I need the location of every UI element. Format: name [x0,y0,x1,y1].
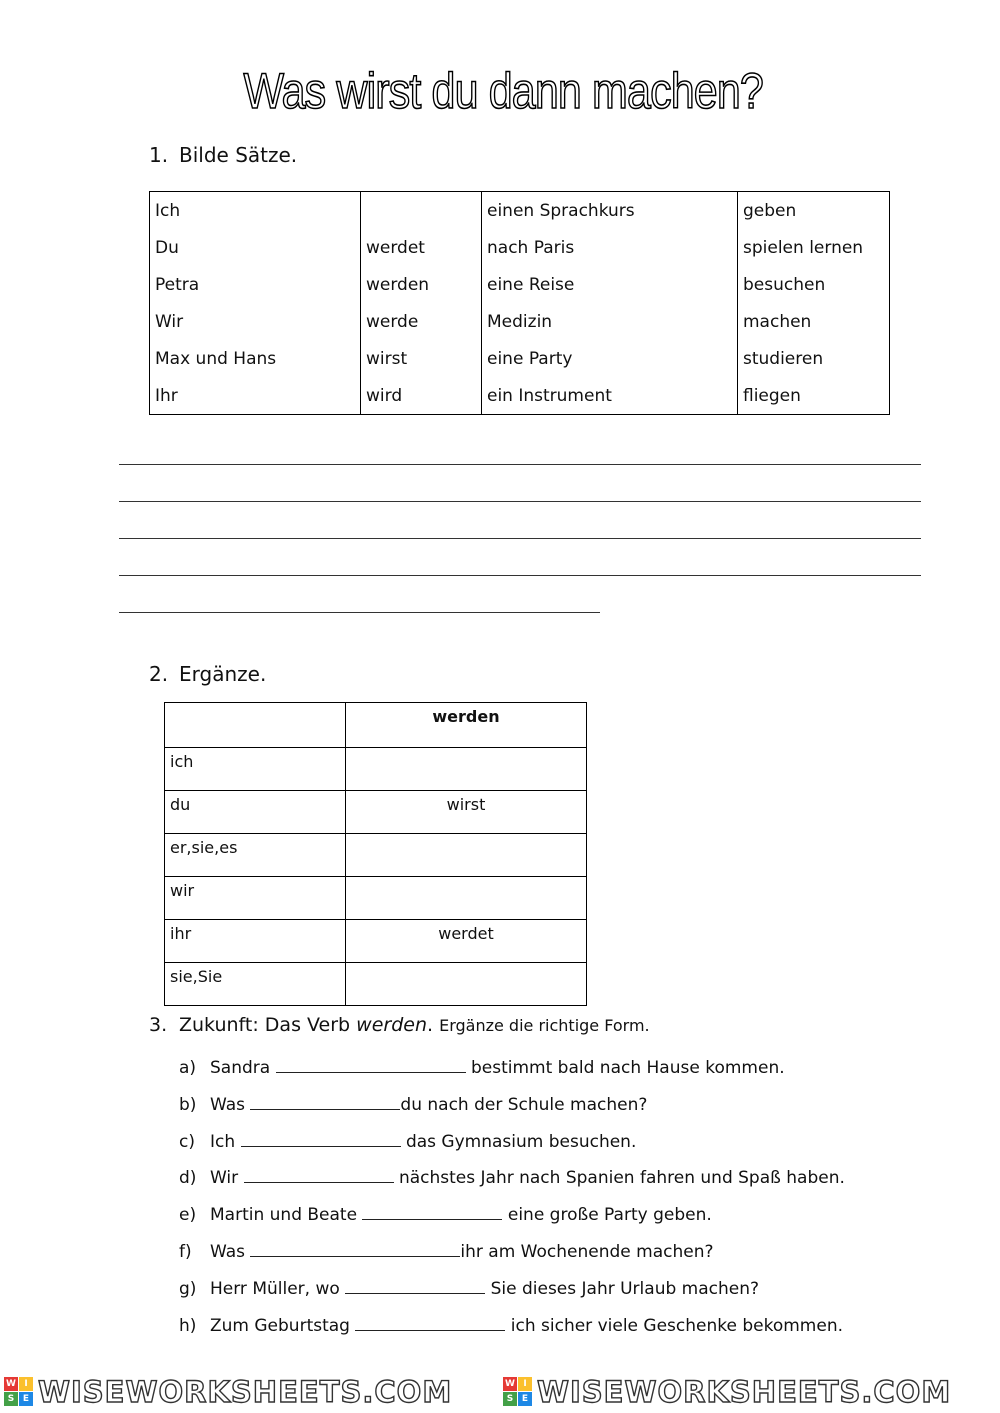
exercise-letter: g) [179,1278,197,1299]
conjugation-row [165,877,587,920]
table-cell [361,192,482,230]
answer-line-2[interactable] [119,501,921,502]
badge-letter: I [19,1377,33,1391]
conjugation-row [165,748,587,791]
werden-header-cell: werden [346,703,587,748]
table-cell: Du [150,229,361,266]
badge-letter: E [19,1392,33,1406]
conjugation-row [165,963,587,1006]
verb-form-cell[interactable] [346,877,587,920]
table-cell: eine Party [482,340,738,377]
table-row [150,340,890,377]
exercise-item [179,1203,712,1225]
exercise-blank[interactable] [355,1314,505,1331]
table-cell: eine Reise [482,266,738,303]
footer-watermark [0,1370,1000,1413]
table-cell: Ich [150,192,361,230]
badge-letter: I [518,1377,532,1391]
exercise-text-before: Was [210,1242,251,1262]
logo-badge-icon [4,1377,34,1407]
exercise-letter: d) [179,1168,197,1189]
sentence-building-table [149,191,890,415]
exercise-blank[interactable] [362,1203,502,1220]
conjugation-row [165,920,587,963]
pronoun-cell: ich [165,748,346,791]
exercise-item [179,1166,845,1188]
answer-line-5[interactable] [119,612,600,613]
exercise-letter: b) [179,1094,197,1115]
pronoun-cell: ihr [165,920,346,963]
table-cell: geben [738,192,890,230]
table-cell: studieren [738,340,890,377]
section2-number: 2. [149,662,169,686]
exercise-item [179,1130,636,1152]
exercise-text-before: Herr Müller, wo [210,1278,346,1299]
answer-line-1[interactable] [119,464,921,465]
exercise-text-after: ihr am Wochenende machen? [460,1242,714,1262]
table-cell: werde [361,303,482,340]
table-cell: nach Paris [482,229,738,266]
table-cell: ein Instrument [482,377,738,415]
verb-form-cell[interactable]: wirst [346,791,587,834]
exercise-text-before: Zum Geburtstag [210,1315,356,1336]
exercise-text-before: Was [210,1094,251,1115]
exercise-letter: a) [179,1058,197,1078]
section1-number: 1. [149,143,169,167]
exercise-text-before: Wir [210,1168,244,1189]
section3-title-part2: . [427,1014,440,1036]
watermark-logo [4,1376,500,1408]
pronoun-cell: wir [165,877,346,920]
exercise-text-before: Ich [210,1131,241,1152]
section3-title-italic: werden [356,1014,427,1036]
exercise-letter: e) [179,1205,197,1226]
watermark-text: WISEWORKSHEETS.COM [38,1375,453,1409]
exercise-letter: h) [179,1315,197,1336]
exercise-blank[interactable] [250,1093,400,1110]
table-cell: Petra [150,266,361,303]
conjugation-row [165,834,587,877]
watermark-logo [503,1376,999,1408]
exercise-text-after: eine große Party geben. [502,1205,712,1226]
pronoun-cell: er,sie,es [165,834,346,877]
table-row [150,229,890,266]
watermark-text: WISEWORKSHEETS.COM [537,1375,952,1409]
section1-title: Bilde Sätze. [179,143,298,167]
table-cell: werdet [361,229,482,266]
table-cell: werden [361,266,482,303]
exercise-item [179,1314,843,1336]
exercise-text-after: ich sicher viele Geschenke bekommen. [505,1315,844,1336]
table-row [150,192,890,230]
exercise-text-after: du nach der Schule machen? [400,1094,648,1115]
badge-letter: W [503,1377,517,1391]
exercise-blank[interactable] [241,1130,401,1147]
table-cell: Ihr [150,377,361,415]
exercise-text-after: das Gymnasium besuchen. [400,1131,637,1152]
table-cell: spielen lernen [738,229,890,266]
exercise-blank[interactable] [250,1240,460,1257]
verb-form-cell[interactable]: werdet [346,920,587,963]
verb-form-cell[interactable] [346,834,587,877]
exercise-blank[interactable] [276,1056,466,1073]
table-row [150,377,890,415]
table-cell: machen [738,303,890,340]
table-cell: wird [361,377,482,415]
section2-heading [149,662,266,686]
section3-heading [149,1014,650,1036]
table-cell: einen Sprachkurs [482,192,738,230]
exercise-letter: f) [179,1242,192,1262]
exercise-text-after: nächstes Jahr nach Spanien fahren und Spaß haben. [393,1168,845,1189]
exercise-text-before: Sandra [210,1058,276,1078]
verb-form-cell[interactable] [346,963,587,1006]
exercise-item [179,1277,759,1299]
exercise-text-after: Sie dieses Jahr Urlaub machen? [485,1278,760,1299]
answer-line-3[interactable] [119,538,921,539]
page-title: Was wirst du dann machen? [243,63,763,119]
exercise-text-after: bestimmt bald nach Hause kommen. [465,1058,785,1078]
section3-number: 3. [149,1014,168,1036]
section1-heading [149,143,297,167]
conjugation-table [164,702,587,1006]
section3-title-part1: Zukunft: Das Verb [179,1014,357,1036]
table-cell: besuchen [738,266,890,303]
table-row [150,303,890,340]
exercise-letter: c) [179,1131,195,1152]
table-cell: Max und Hans [150,340,361,377]
section3-instruction: Ergänze die richtige Form. [439,1016,650,1035]
exercise-item [179,1056,785,1078]
table-row [150,266,890,303]
pronoun-cell: sie,Sie [165,963,346,1006]
verb-form-cell[interactable] [346,748,587,791]
pronoun-cell: du [165,791,346,834]
section2-title: Ergänze. [179,662,267,686]
conjugation-row [165,791,587,834]
table-cell: wirst [361,340,482,377]
logo-badge-icon [503,1377,533,1407]
badge-letter: W [4,1377,18,1391]
exercise-blank[interactable] [244,1166,394,1183]
exercise-item [179,1093,647,1115]
table-cell: Wir [150,303,361,340]
badge-letter: E [518,1392,532,1406]
pronoun-header-cell [165,703,346,748]
exercise-item [179,1240,714,1262]
exercise-text-before: Martin und Beate [210,1205,363,1226]
table-cell: fliegen [738,377,890,415]
answer-line-4[interactable] [119,575,921,576]
badge-letter: S [4,1392,18,1406]
badge-letter: S [503,1392,517,1406]
exercise-blank[interactable] [345,1277,485,1294]
table-cell: Medizin [482,303,738,340]
